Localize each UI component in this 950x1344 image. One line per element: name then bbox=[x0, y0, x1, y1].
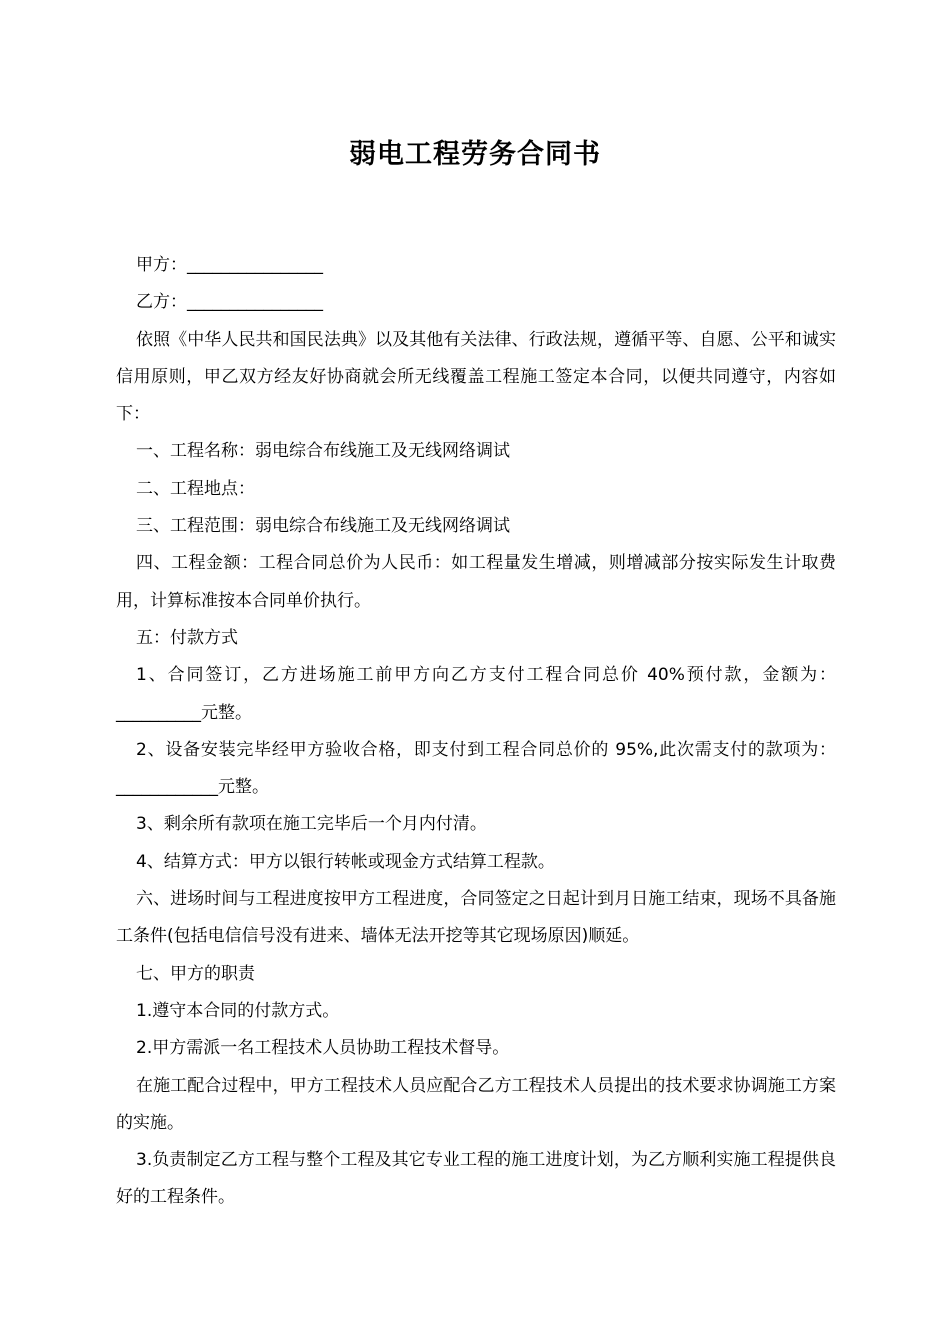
payment-item-4: 4、结算方式：甲方以银行转帐或现金方式结算工程款。 bbox=[136, 851, 555, 872]
document-title: 弱电工程劳务合同书 bbox=[349, 139, 601, 170]
document-body bbox=[116, 247, 836, 1217]
clause-schedule: 六、进场时间与工程进度按甲方工程进度，合同签定之日起计到月日施工结束，现场不具备施工条件(包括电信信号没有进来、墙体无法开挖等其它现场原因)顺延。 bbox=[116, 889, 836, 947]
duty-item-3: 3.负责制定乙方工程与整个工程及其它专业工程的施工进度计划，为乙方顺利实施工程提供良好的工程条件。 bbox=[116, 1150, 836, 1208]
clause-party-a-duties-heading: 七、甲方的职责 bbox=[136, 963, 255, 984]
duty-item-2: 2.甲方需派一名工程技术人员协助工程技术督导。 bbox=[136, 1038, 510, 1059]
payment-item-3: 3、剩余所有款项在施工完毕后一个月内付清。 bbox=[136, 814, 487, 835]
party-b-line: 乙方：________________ bbox=[136, 292, 323, 313]
clause-project-amount: 四、工程金额：工程合同总价为人民币：如工程量发生增减，则增减部分按实际发生计取费用，计算标准按本合同单价执行。 bbox=[116, 553, 836, 611]
duty-item-1: 1.遵守本合同的付款方式。 bbox=[136, 1000, 340, 1021]
clause-project-scope: 三、工程范围：弱电综合布线施工及无线网络调试 bbox=[136, 516, 510, 537]
party-a-line: 甲方：________________ bbox=[136, 255, 323, 275]
clause-payment-heading: 五：付款方式 bbox=[136, 627, 238, 648]
payment-item-2: 2、设备安装完毕经甲方验收合格，即支付到工程合同总价的 95%,此次需支付的款项为：____________元整。 bbox=[116, 739, 836, 798]
preamble-paragraph: 依照《中华人民共和国民法典》以及其他有关法律、行政法规，遵循平等、自愿、公平和诚实信用原则，甲乙双方经友好协商就会所无线覆盖工程施工签定本合同，以便共同遵守，内容如下： bbox=[116, 329, 836, 425]
clause-project-location: 二、工程地点： bbox=[136, 478, 255, 499]
clause-project-name: 一、工程名称：弱电综合布线施工及无线网络调试 bbox=[136, 441, 510, 462]
duty-item-2-detail: 在施工配合过程中，甲方工程技术人员应配合乙方工程技术人员提出的技术要求协调施工方案的实施。 bbox=[116, 1075, 836, 1133]
payment-item-1: 1、合同签订，乙方进场施工前甲方向乙方支付工程合同总价 40%预付款，金额为：__________元整。 bbox=[116, 665, 836, 723]
